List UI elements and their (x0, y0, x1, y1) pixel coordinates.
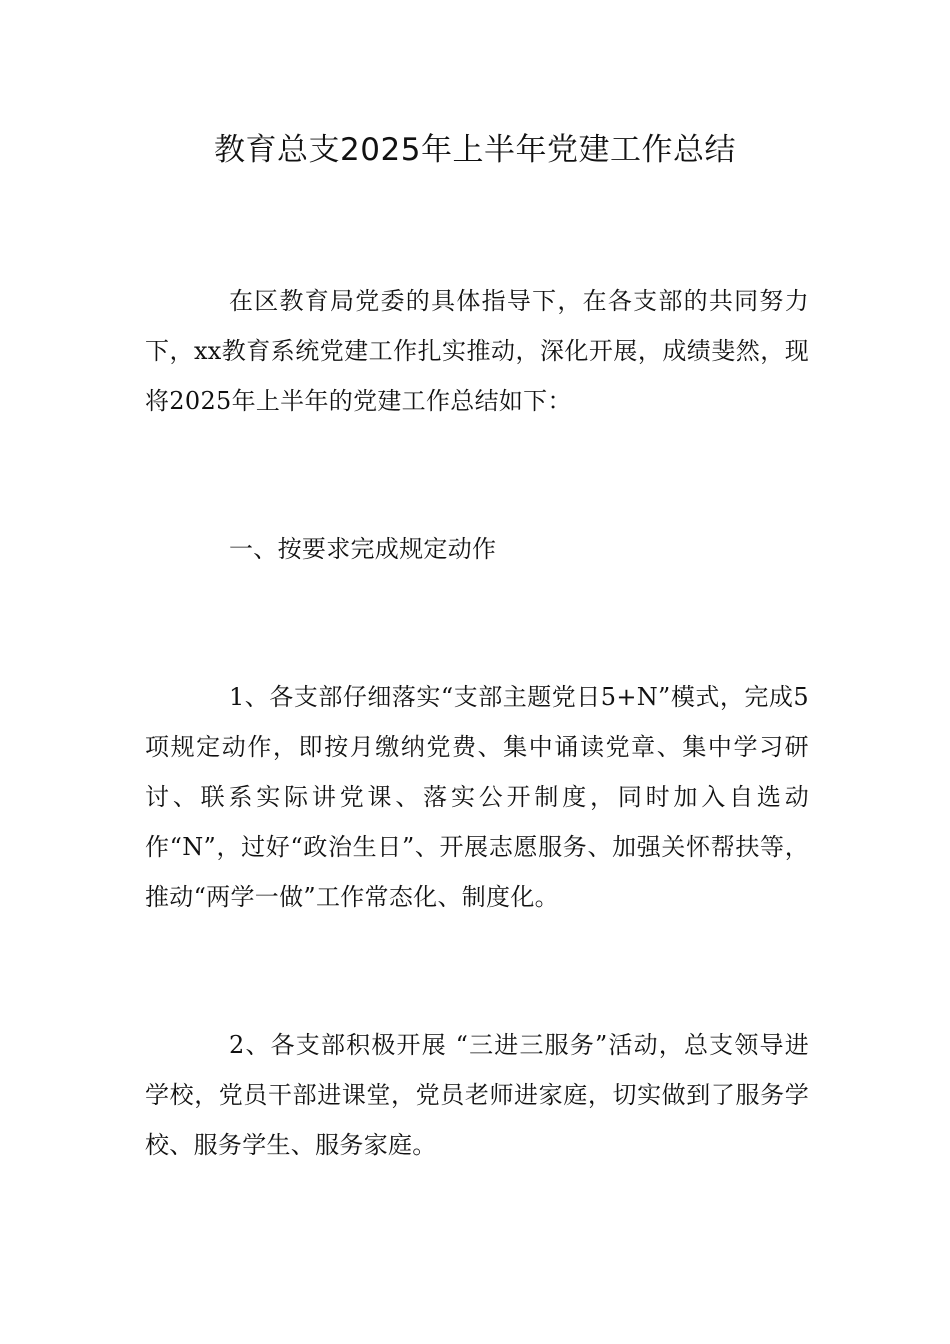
body-paragraph-2: 2、各支部积极开展 “三进三服务”活动，总支领导进学校，党员干部进课堂，党员老师进家庭，切实做到了服务学校、服务学生、服务家庭。 (145, 1031, 809, 1159)
document-title: 教育总支2025年上半年党建工作总结 (214, 132, 736, 168)
section-heading-1: 一、按要求完成规定动作 (229, 535, 497, 563)
body-paragraph-1: 1、各支部仔细落实“支部主题党日5+N”模式，完成5项规定动作，即按月缴纳党费、集中诵读党章、集中学习研讨、联系实际讲党课、落实公开制度，同时加入自选动作“N”，过好“政治生日”、开展志愿服务、加强关怀帮扶等，推动“两学一做”工作常态化、制度化。 (145, 683, 809, 911)
intro-paragraph: 在区教育局党委的具体指导下，在各支部的共同努力下，xx教育系统党建工作扎实推动，深化开展，成绩斐然，现将2025年上半年的党建工作总结如下： (145, 287, 809, 415)
